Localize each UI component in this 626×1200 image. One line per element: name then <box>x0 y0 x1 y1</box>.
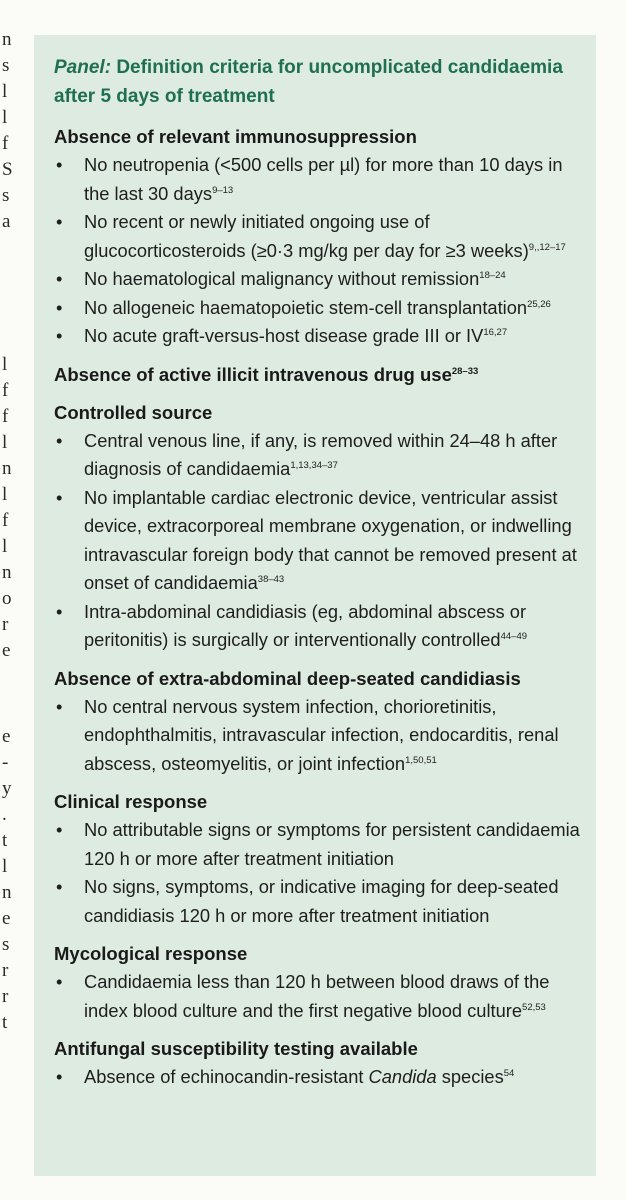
section-heading <box>54 399 586 427</box>
criteria-item <box>54 693 586 779</box>
bullet-icon: • <box>56 600 63 622</box>
criteria-section <box>54 940 586 1025</box>
reference-superscript: 1,13,34–37 <box>290 460 338 471</box>
margin-glyph: s <box>2 55 10 76</box>
criteria-text: No implantable cardiac electronic device, ventricular assist device, extracorporeal membrane oxygenation, or indwelling intravascular foreign body that cannot be removed present at onset of candidaemia <box>84 486 577 593</box>
criteria-text: No central nervous system infection, chorioretinitis, endophthalmitis, intravascular infection, endocarditis, renal abscess, osteomyelitis, or joint infection <box>84 695 559 774</box>
panel-sections <box>54 123 586 1092</box>
reference-superscript: 9–13 <box>212 184 234 196</box>
criteria-text: No attributable signs or symptoms for persistent candidaemia 120 h or more after treatment initiation <box>84 819 580 869</box>
reference-superscript: 38–43 <box>257 574 285 585</box>
margin-glyph: e <box>2 726 11 747</box>
bullet-icon: • <box>56 296 63 318</box>
margin-glyph: f <box>2 510 9 531</box>
reference-superscript: 16,27 <box>483 327 508 338</box>
criteria-text: Candidaemia less than 120 h between blood draws of the index blood culture and the first negative blood culture <box>84 971 550 1021</box>
section-heading-text: Antifungal susceptibility testing available <box>54 1038 418 1059</box>
criteria-section <box>54 123 586 351</box>
criteria-item <box>54 294 586 323</box>
criteria-list <box>54 1063 586 1092</box>
criteria-item <box>54 816 586 873</box>
criteria-item <box>54 265 586 294</box>
bullet-icon: • <box>56 876 63 897</box>
bullet-icon: • <box>56 429 63 451</box>
bullet-icon: • <box>56 1066 63 1087</box>
margin-glyph: S <box>2 159 13 180</box>
margin-glyph: t <box>2 1012 8 1033</box>
criteria-item <box>54 1063 586 1092</box>
section-heading-text: Absence of active illicit intravenous drug use <box>54 363 452 385</box>
criteria-item <box>54 427 586 484</box>
criteria-item <box>54 322 586 351</box>
criteria-item <box>54 968 586 1025</box>
bullet-icon: • <box>56 325 63 346</box>
criteria-section <box>54 399 586 655</box>
criteria-text: No haematological malignancy without remission <box>84 268 480 289</box>
panel-title <box>54 53 586 111</box>
bullet-icon: • <box>56 268 63 289</box>
criteria-list <box>54 816 586 930</box>
section-heading-text: Absence of extra-abdominal deep-seated candidiasis <box>54 667 521 689</box>
reference-superscript: 44–49 <box>500 631 528 642</box>
margin-glyph: - <box>2 752 9 773</box>
criteria-item <box>54 484 586 598</box>
margin-glyph: r <box>2 614 9 635</box>
criteria-text: Intra-abdominal candidiasis (eg, abdominal abscess or peritonitis) is surgically or interventionally controlled <box>84 600 527 650</box>
margin-glyph: r <box>2 986 9 1007</box>
reference-superscript: 52,53 <box>522 1001 546 1013</box>
section-heading <box>54 361 586 389</box>
criteria-text: No signs, symptoms, or indicative imaging for deep-seated candidiasis 120 h or more after treatment initiation <box>84 876 559 926</box>
section-heading <box>54 665 586 693</box>
criteria-text: Absence of echinocandin-resistant <box>84 1066 369 1087</box>
margin-glyph: l <box>2 484 8 505</box>
margin-glyph: a <box>2 211 11 232</box>
criteria-list <box>54 427 586 655</box>
italic-term: Candida <box>368 1066 437 1087</box>
criteria-text: No neutropenia (<500 cells per µl) for more than 10 days in the last 30 days <box>84 154 563 204</box>
margin-glyph: l <box>2 432 8 453</box>
criteria-item <box>54 873 586 930</box>
reference-superscript: 1,50,51 <box>405 754 437 766</box>
margin-glyph: . <box>2 804 7 825</box>
panel-title-text: Definition criteria for uncomplicated candidaemia after 5 days of treatment <box>54 57 563 107</box>
criteria-section <box>54 665 586 779</box>
criteria-item <box>54 208 586 265</box>
margin-glyph: t <box>2 830 8 851</box>
criteria-list <box>54 693 586 779</box>
criteria-item <box>54 598 586 655</box>
margin-glyph: n <box>2 562 12 583</box>
criteria-text: Central venous line, if any, is removed within 24–48 h after diagnosis of candidaemia <box>84 429 558 479</box>
reference-superscript: 54 <box>503 1068 515 1079</box>
criteria-text: No allogeneic haematopoietic stem-cell transplantation <box>84 296 528 318</box>
margin-glyph: n <box>2 882 12 903</box>
margin-glyph: f <box>2 133 9 154</box>
reference-superscript: 25,26 <box>527 298 551 310</box>
section-heading-text: Clinical response <box>54 791 208 812</box>
bullet-icon: • <box>56 695 63 717</box>
section-heading <box>54 123 586 151</box>
section-heading-text: Absence of relevant immunosuppression <box>54 126 417 147</box>
margin-glyph: f <box>2 380 9 401</box>
margin-glyph: s <box>2 934 10 955</box>
margin-glyph: e <box>2 908 11 929</box>
section-heading-text: Mycological response <box>54 943 248 964</box>
margin-glyph: y <box>2 778 12 799</box>
reference-superscript: 18–24 <box>479 270 506 281</box>
bullet-icon: • <box>56 211 63 232</box>
margin-glyph: o <box>2 588 12 609</box>
bullet-icon: • <box>56 154 63 175</box>
margin-glyph: l <box>2 81 8 102</box>
margin-glyph: n <box>2 458 12 479</box>
section-heading <box>54 788 586 816</box>
margin-glyph: l <box>2 354 8 375</box>
margin-glyph: e <box>2 640 11 661</box>
reference-superscript: 28–33 <box>451 365 479 377</box>
definition-panel <box>34 35 596 1176</box>
section-heading-text: Controlled source <box>54 401 213 423</box>
bullet-icon: • <box>56 819 63 840</box>
margin-glyph: n <box>2 29 12 50</box>
criteria-section <box>54 361 586 389</box>
criteria-section <box>54 1035 586 1092</box>
margin-glyph: l <box>2 107 8 128</box>
margin-glyph: r <box>2 960 9 981</box>
criteria-item <box>54 151 586 208</box>
section-heading <box>54 1035 586 1063</box>
margin-glyph: l <box>2 536 8 557</box>
bullet-icon: • <box>56 971 63 992</box>
margin-glyph: f <box>2 406 9 427</box>
criteria-section <box>54 788 586 930</box>
criteria-text: No acute graft-versus-host disease grade III or IV <box>84 325 484 346</box>
panel-title-lead: Panel: <box>54 57 112 78</box>
section-heading <box>54 940 586 968</box>
criteria-text: No recent or newly initiated ongoing use of glucocorticosteroids (≥0·3 mg/kg per day for ≥3 weeks) <box>84 211 529 261</box>
margin-glyph: s <box>2 185 10 206</box>
criteria-list <box>54 968 586 1025</box>
criteria-text-after: species <box>436 1066 504 1087</box>
margin-glyph: l <box>2 856 8 877</box>
reference-superscript: 9,,12–17 <box>528 241 566 253</box>
bullet-icon: • <box>56 486 63 508</box>
criteria-list <box>54 151 586 351</box>
